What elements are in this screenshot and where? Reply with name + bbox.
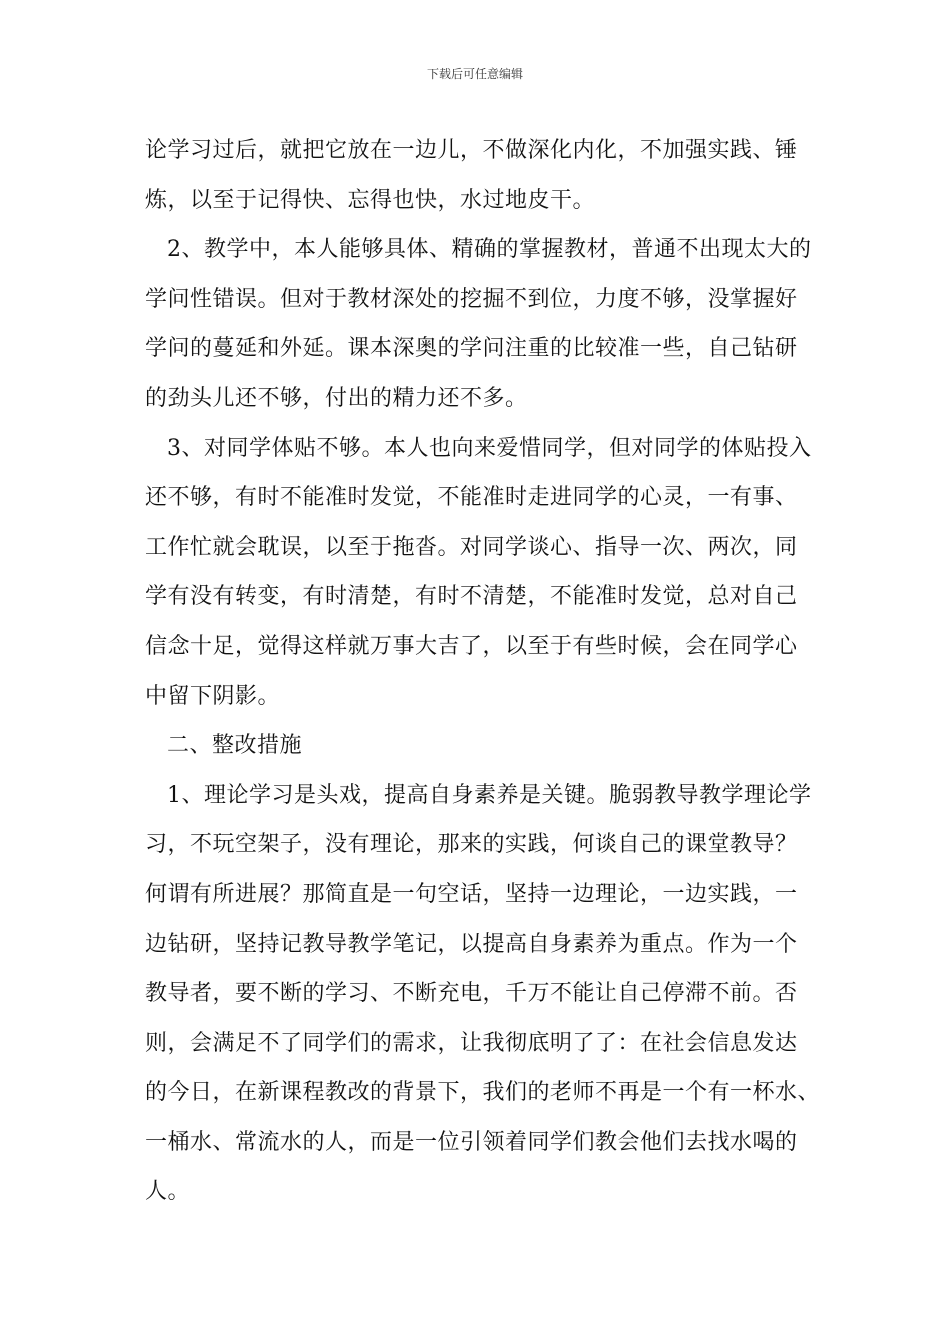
text-line: 二、整改措施	[167, 733, 303, 759]
text-line: 还不够，有时不能准时发觉，不能准时走进同学的心灵，一有事、	[145, 485, 798, 511]
text-line: 学问的蔓延和外延。课本深奥的学问注重的比较准一些，自己钻研	[145, 336, 798, 362]
text-line: 人。	[145, 1179, 191, 1205]
text-line: 学问性错误。但对于教材深处的挖掘不到位，力度不够，没掌握好	[145, 286, 798, 312]
text-line: 边钻研，坚持记教导教学笔记，以提高自身素养为重点。作为一个	[145, 931, 798, 957]
text-line: 的劲头儿还不够，付出的精力还不多。	[145, 385, 528, 411]
text-line: 炼，以至于记得快、忘得也快，水过地皮干。	[145, 187, 596, 213]
text-line: 信念十足，觉得这样就万事大吉了，以至于有些时候，会在同学心	[145, 633, 798, 659]
text-line: 则，会满足不了同学们的需求，让我彻底明了了：在社会信息发达	[145, 1030, 798, 1056]
document-body	[145, 126, 825, 1217]
text-line: 学有没有转变，有时清楚，有时不清楚，不能准时发觉，总对自己	[145, 584, 798, 610]
text-line: 2、教学中，本人能够具体、精确的掌握教材，普通不出现太大的	[167, 237, 812, 263]
text-line: 一桶水、常流水的人，而是一位引领着同学们教会他们去找水喝的	[145, 1129, 798, 1155]
page-header: 下载后可任意编辑	[426, 67, 523, 81]
text-line: 的今日，在新课程教改的背景下，我们的老师不再是一个有一杯水、	[145, 1080, 821, 1106]
text-line: 论学习过后，就把它放在一边儿，不做深化内化，不加强实践、锤	[145, 138, 798, 163]
text-line: 3、对同学体贴不够。本人也向来爱惜同学，但对同学的体贴投入	[167, 435, 812, 461]
text-line: 教导者，要不断的学习、不断充电，千万不能让自己停滞不前。否	[145, 981, 798, 1007]
text-line: 中留下阴影。	[145, 683, 281, 709]
text-line: 习，不玩空架子，没有理论，那来的实践，何谈自己的课堂教导？	[145, 832, 798, 858]
text-line: 工作忙就会耽误，以至于拖沓。对同学谈心、指导一次、两次，同	[145, 534, 798, 560]
text-line: 1、理论学习是头戏，提高自身素养是关键。脆弱教导教学理论学	[167, 782, 812, 808]
text-line: 何谓有所进展？那简直是一句空话，坚持一边理论，一边实践，一	[145, 881, 798, 907]
